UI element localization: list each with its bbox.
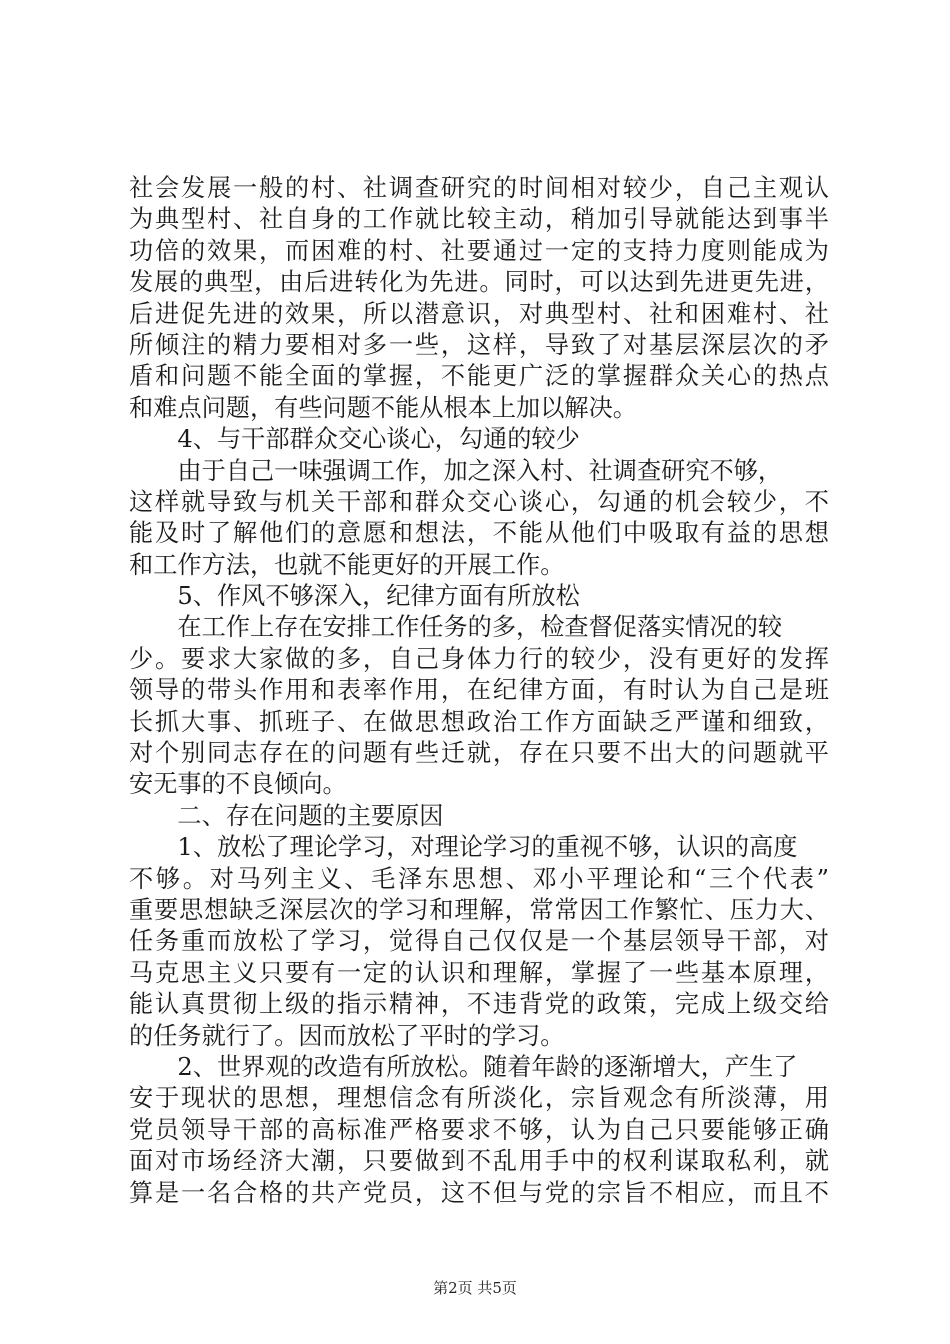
text-line: 后进促先进的效果，所以潜意识，对典型村、社和困难村、社 — [129, 299, 829, 328]
text-line: 4、与干部群众交心谈心，勾通的较少 — [129, 425, 580, 454]
text-line: 任务重而放松了学习，觉得自己仅仅是一个基层领导干部，对 — [129, 927, 829, 956]
text-line: 盾和问题不能全面的掌握，不能更广泛的掌握群众关心的热点 — [129, 362, 829, 391]
text-line: 在工作上存在安排工作任务的多，检查督促落实情况的较 — [129, 613, 783, 642]
text-line: 由于自己一味强调工作，加之深入村、社调查研究不够， — [129, 456, 783, 485]
text-line: 领导的带头作用和表率作用，在纪律方面，有时认为自己是班 — [129, 676, 829, 705]
text-line: 安于现状的思想，理想信念有所淡化，宗旨观念有所淡薄，用 — [129, 1084, 829, 1113]
text-line: 能及时了解他们的意愿和想法，不能从他们中吸取有益的思想 — [129, 519, 829, 548]
text-line: 这样就导致与机关干部和群众交心谈心，勾通的机会较少，不 — [129, 487, 829, 516]
text-line: 不够。对马列主义、毛泽东思想、邓小平理论和“三个代表” — [129, 864, 829, 893]
text-line: 少。要求大家做的多，自己身体力行的较少，没有更好的发挥 — [129, 644, 829, 673]
text-line: 对个别同志存在的问题有些迁就，存在只要不出大的问题就平 — [129, 739, 829, 768]
text-line: 2、世界观的改造有所放松。随着年龄的逐渐增大，产生了 — [129, 1052, 798, 1081]
text-line: 所倾注的精力要相对多一些，这样，导致了对基层深层次的矛 — [129, 330, 829, 359]
text-line: 安无事的不良倾向。 — [129, 770, 347, 799]
body-text — [129, 173, 829, 1209]
text-line: 算是一名合格的共产党员，这不但与党的宗旨不相应，而且不 — [129, 1178, 829, 1207]
text-line: 发展的典型，由后进转化为先进。同时，可以达到先进更先进， — [129, 268, 829, 297]
text-line: 1、放松了理论学习，对理论学习的重视不够，认识的高度 — [129, 833, 798, 862]
text-line: 面对市场经济大潮，只要做到不乱用手中的权利谋取私利，就 — [129, 1147, 829, 1176]
text-line: 的任务就行了。因而放松了平时的学习。 — [129, 1021, 565, 1050]
text-line: 重要思想缺乏深层次的学习和理解，常常因工作繁忙、压力大、 — [129, 895, 829, 924]
text-line: 二、存在问题的主要原因 — [129, 801, 444, 830]
text-line: 能认真贯彻上级的指示精神，不违背党的政策，完成上级交给 — [129, 990, 829, 1019]
text-line: 社会发展一般的村、社调查研究的时间相对较少，自己主观认 — [129, 174, 829, 202]
text-line: 党员领导干部的高标准严格要求不够，认为自己只要能够正确 — [129, 1115, 829, 1144]
text-line: 马克思主义只要有一定的认识和理解，掌握了一些基本原理， — [129, 958, 829, 987]
text-line: 和工作方法，也就不能更好的开展工作。 — [129, 550, 565, 579]
text-line: 长抓大事、抓班子、在做思想政治工作方面缺乏严谨和细致， — [129, 707, 829, 736]
page-footer: 第2页 共5页 — [433, 1279, 517, 1297]
text-line: 功倍的效果，而困难的村、社要通过一定的支持力度则能成为 — [129, 236, 829, 265]
text-line: 和难点问题，有些问题不能从根本上加以解决。 — [129, 393, 637, 422]
text-line: 5、作风不够深入，纪律方面有所放松 — [129, 582, 580, 611]
text-line: 为典型村、社自身的工作就比较主动，稍加引导就能达到事半 — [129, 205, 829, 234]
